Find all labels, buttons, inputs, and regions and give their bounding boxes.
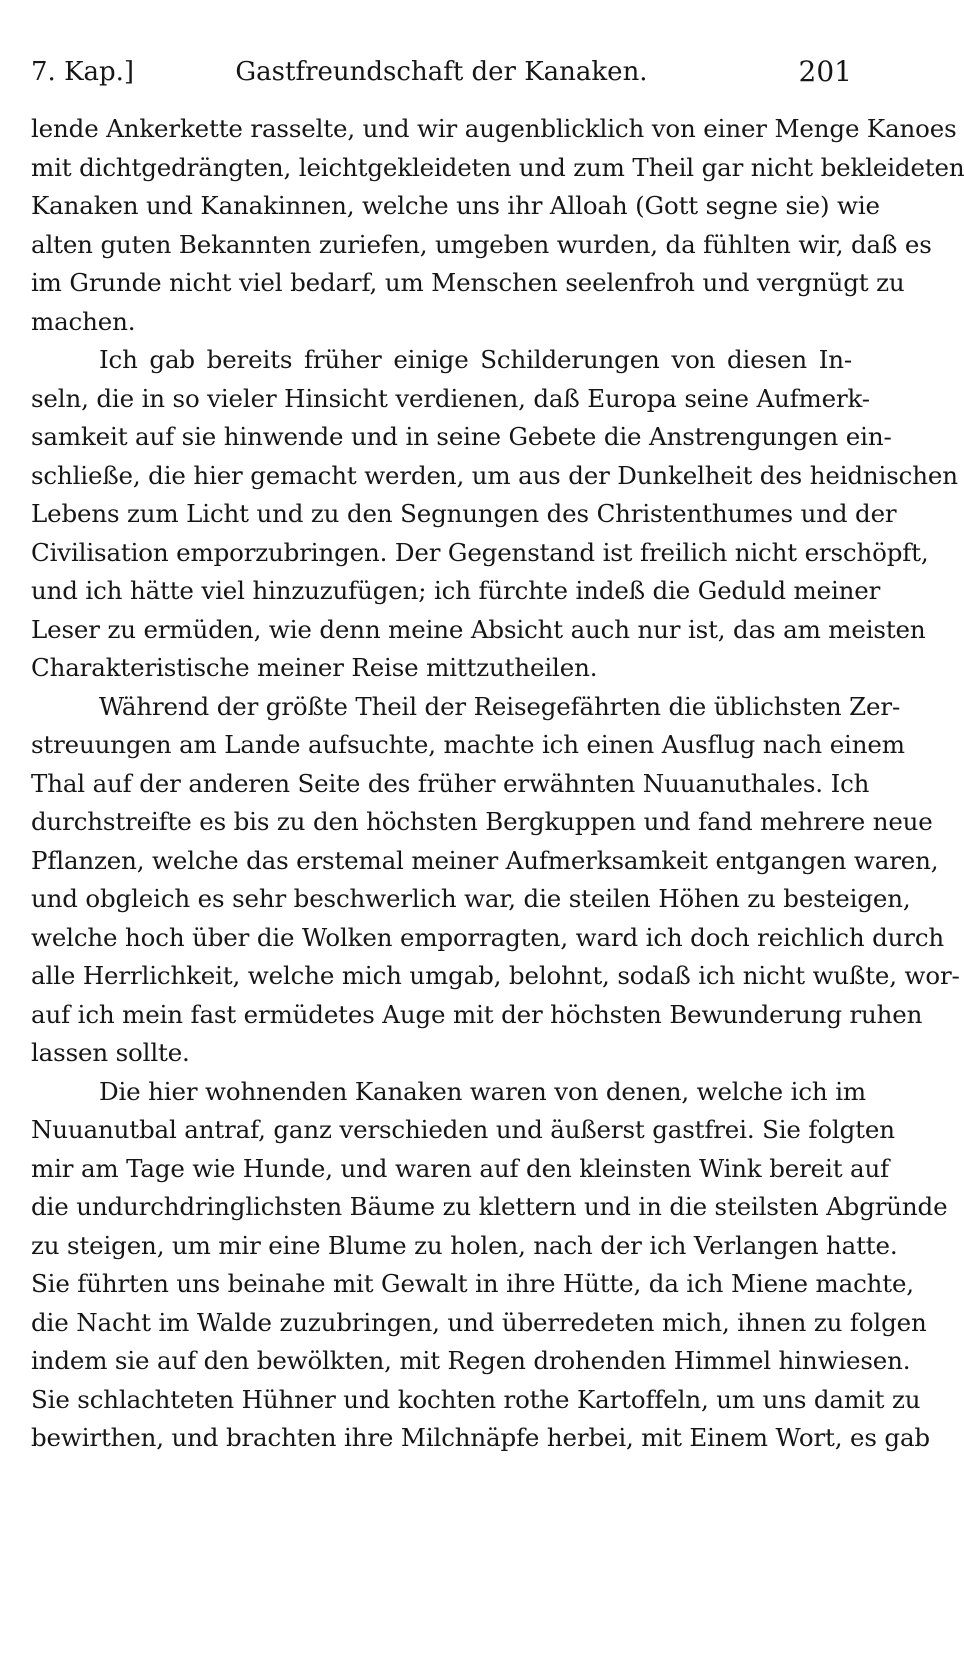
text-line: indem sie auf den bewölkten, mit Regen drohenden Himmel hinwiesen.	[31, 1346, 911, 1375]
text-line: Sie führten uns beinahe mit Gewalt in ihre Hütte, da ich Miene machte,	[31, 1269, 914, 1298]
text-line: mir am Tage wie Hunde, und waren auf den kleinsten Wink bereit auf	[31, 1153, 890, 1183]
text-line: machen.	[31, 306, 136, 336]
text-line: Während der größte Theil der Reisegefährten die üblichsten Zer-	[99, 691, 901, 721]
text-line: alle Herrlichkeit, welche mich umgab, belohnt, sodaß ich nicht wußte, wor-	[31, 961, 960, 990]
text-line: die Nacht im Walde zuzubringen, und überredeten mich, ihnen zu folgen	[31, 1307, 927, 1337]
text-line: samkeit auf sie hinwende und in seine Gebete die Anstrengungen ein-	[31, 422, 892, 451]
text-line: Pflanzen, welche das erstemal meiner Aufmerksamkeit entgangen waren,	[31, 845, 939, 875]
text-line: Civilisation emporzubringen. Der Gegenstand ist freilich nicht erschöpft,	[31, 537, 929, 567]
text-line: Lebens zum Licht und zu den Segnungen des Christenthumes und der	[31, 499, 897, 528]
text-line: Leser zu ermüden, wie denn meine Absicht auch nur ist, das am meisten	[31, 614, 926, 644]
body-text	[31, 110, 964, 1458]
text-line: alten guten Bekannten zuriefen, umgeben wurden, da fühlten wir, daß es	[31, 229, 932, 259]
text-line: bewirthen, und brachten ihre Milchnäpfe herbei, mit Einem Wort, es gab	[31, 1423, 930, 1452]
text-line: im Grunde nicht viel bedarf, um Menschen seelenfroh und vergnügt zu	[31, 268, 905, 297]
text-line: lende Ankerkette rasselte, und wir augenblicklich von einer Menge Kanoes	[31, 114, 957, 143]
page-number: 201	[798, 55, 852, 88]
text-line: und ich hätte viel hinzuzufügen; ich fürchte indeß die Geduld meiner	[31, 576, 881, 605]
text-line: welche hoch über die Wolken emporragten, ward ich doch reichlich durch	[31, 922, 945, 952]
text-line: streuungen am Lande aufsuchte, machte ich einen Ausflug nach einem	[31, 730, 905, 759]
text-line: Thal auf der anderen Seite des früher erwähnten Nuuanuthales. Ich	[31, 768, 870, 798]
text-line: die undurchdringlichsten Bäume zu klettern und in die steilsten Abgründe	[31, 1192, 948, 1221]
text-line: Kanaken und Kanakinnen, welche uns ihr Alloah (Gott segne sie) wie	[31, 191, 880, 220]
text-line: zu steigen, um mir eine Blume zu holen, nach der ich Verlangen hatte.	[31, 1230, 898, 1260]
text-line: lassen sollte.	[31, 1038, 190, 1067]
running-head	[31, 52, 852, 96]
text-line: mit dichtgedrängten, leichtgekleideten und zum Theil gar nicht bekleideten	[31, 152, 964, 182]
text-line: schließe, die hier gemacht werden, um aus der Dunkelheit des heidnischen	[31, 460, 958, 490]
chapter-reference: 7. Kap.]	[31, 57, 135, 87]
text-line: durchstreifte es bis zu den höchsten Bergkuppen und fand mehrere neue	[31, 807, 933, 836]
text-line: Ich gab bereits früher einige Schilderungen von diesen In-	[99, 345, 852, 374]
text-line: auf ich mein fast ermüdetes Auge mit der höchsten Bewunderung ruhen	[31, 999, 923, 1029]
text-line: Sie schlachteten Hühner und kochten rothe Kartoffeln, um uns damit zu	[31, 1384, 921, 1414]
text-line: Die hier wohnenden Kanaken waren von denen, welche ich im	[99, 1076, 866, 1106]
text-line: und obgleich es sehr beschwerlich war, die steilen Höhen zu besteigen,	[31, 884, 911, 913]
text-line: Nuuanutbal antraf, ganz verschieden und äußerst gastfrei. Sie folgten	[31, 1115, 895, 1144]
running-title: Gastfreundschaft der Kanaken.	[235, 57, 648, 87]
text-line: seln, die in so vieler Hinsicht verdienen, daß Europa seine Aufmerk-	[31, 383, 870, 413]
text-line: Charakteristische meiner Reise mittzutheilen.	[31, 653, 598, 682]
